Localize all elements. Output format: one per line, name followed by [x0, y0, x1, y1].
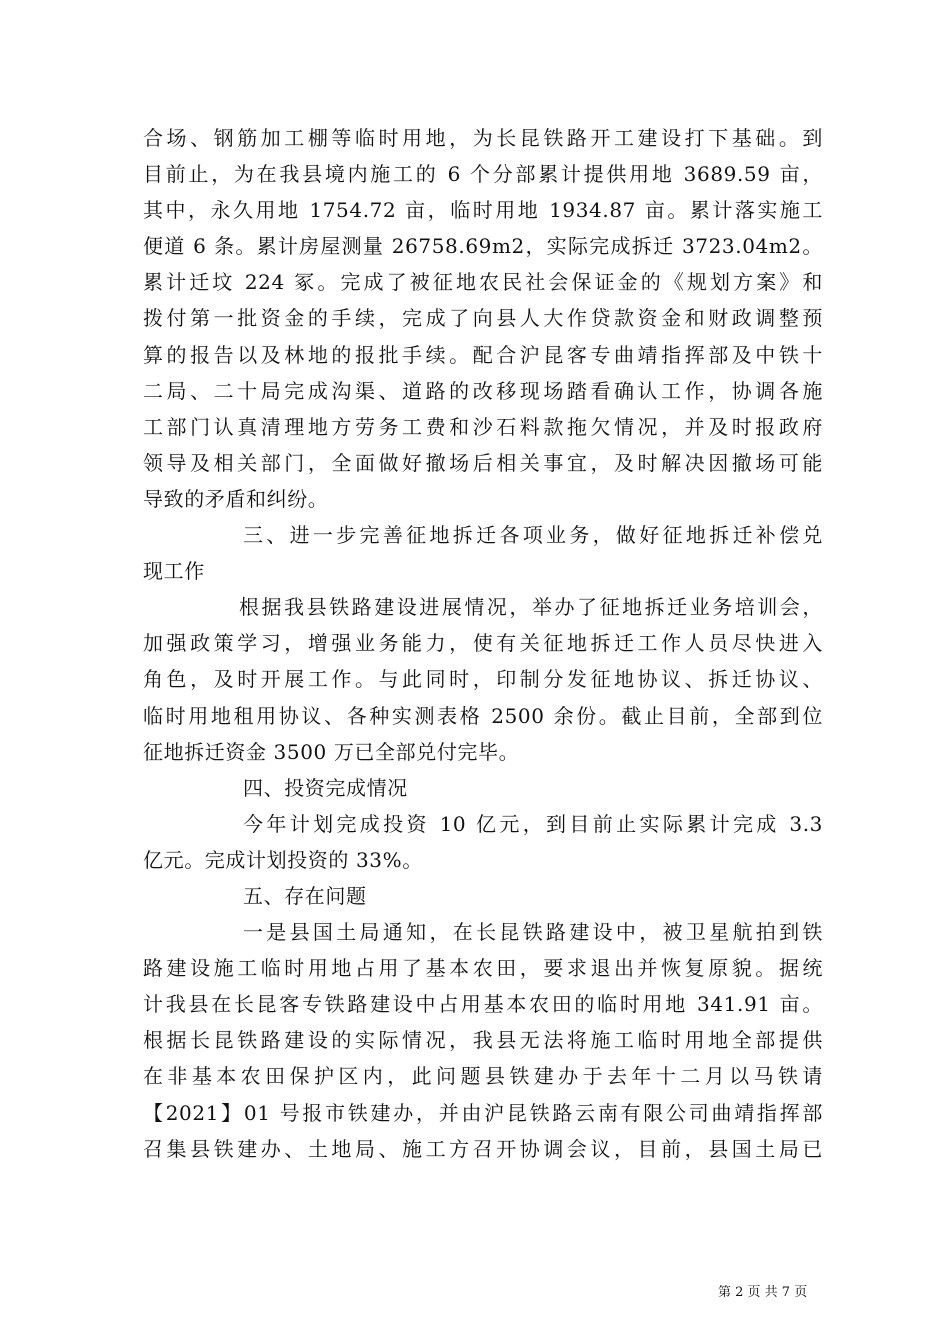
section-heading-5: 五、存在问题 [243, 883, 367, 908]
page-footer: 第 2 页 共 7 页 [718, 1285, 808, 1300]
paragraph-line-18: 亿元。完成计划投资的 33%。 [143, 847, 423, 872]
paragraph-line-13: 加强政策学习，增强业务能力，使有关征地拆迁工作人员尽快进入 [143, 631, 823, 656]
paragraph-line-24: 【2021】01 号报市铁建办，并由沪昆铁路云南有限公司曲靖指挥部 [143, 1100, 823, 1125]
paragraph-line-22: 根据长昆铁路建设的实际情况，我县无法将施工临时用地全部提供 [143, 1028, 823, 1053]
paragraph-line-23: 在非基本农田保护区内，此问题县铁建办于去年十二月以马铁请 [143, 1064, 823, 1089]
paragraph-line-16: 征地拆迁资金 3500 万已全部兑付完毕。 [143, 739, 520, 764]
paragraph-line-1: 合场、钢筋加工棚等临时用地，为长昆铁路开工建设打下基础。到 [143, 126, 823, 150]
paragraph-line-20: 路建设施工临时用地占用了基本农田，要求退出并恢复原貌。据统 [143, 956, 823, 981]
paragraph-line-10: 领导及相关部门，全面做好撤场后相关事宜，及时解决因撤场可能 [143, 450, 823, 475]
paragraph-line-7: 算的报告以及林地的报批手续。配合沪昆客专曲靖指挥部及中铁十 [143, 342, 823, 367]
section-heading-3-cont: 现工作 [143, 559, 205, 584]
section-heading-4: 四、投资完成情况 [243, 775, 408, 800]
paragraph-line-2: 目前止，为在我县境内施工的 6 个分部累计提供用地 3689.59 亩， [143, 162, 823, 187]
paragraph-line-15: 临时用地租用协议、各种实测表格 2500 余份。截止目前，全部到位 [143, 703, 823, 728]
paragraph-line-25: 召集县铁建办、土地局、施工方召开协调会议，目前，县国土局已 [143, 1136, 823, 1161]
paragraph-line-3: 其中，永久用地 1754.72 亩，临时用地 1934.87 亩。累计落实施工 [143, 198, 823, 223]
paragraph-line-8: 二局、二十局完成沟渠、道路的改移现场踏看确认工作，协调各施 [143, 378, 823, 403]
paragraph-line-14: 角色，及时开展工作。与此同时，印制分发征地协议、拆迁协议、 [143, 667, 823, 692]
section-heading-3: 三、进一步完善征地拆迁各项业务，做好征地拆迁补偿兑 [243, 523, 823, 548]
paragraph-line-17: 今年计划完成投资 10 亿元，到目前止实际累计完成 3.3 [243, 811, 823, 836]
body-text [143, 120, 823, 1167]
paragraph-line-21: 计我县在长昆客专铁路建设中占用基本农田的临时用地 341.91 亩。 [143, 992, 823, 1017]
paragraph-line-9: 工部门认真清理地方劳务工费和沙石料款拖欠情况，并及时报政府 [143, 414, 823, 439]
paragraph-line-12: 根据我县铁路建设进展情况，举办了征地拆迁业务培训会， [239, 595, 823, 620]
paragraph-line-19: 一是县国土局通知，在长昆铁路建设中，被卫星航拍到铁 [243, 920, 823, 945]
paragraph-line-4: 便道 6 条。累计房屋测量 26758.69m2，实际完成拆迁 3723.04m2。 [143, 234, 823, 259]
paragraph-line-5: 累计迁坟 224 冢。完成了被征地农民社会保证金的《规划方案》和 [143, 270, 823, 295]
paragraph-line-6: 拨付第一批资金的手续，完成了向县人大作贷款资金和财政调整预 [143, 306, 823, 331]
paragraph-line-11: 导致的矛盾和纠纷。 [143, 486, 329, 511]
